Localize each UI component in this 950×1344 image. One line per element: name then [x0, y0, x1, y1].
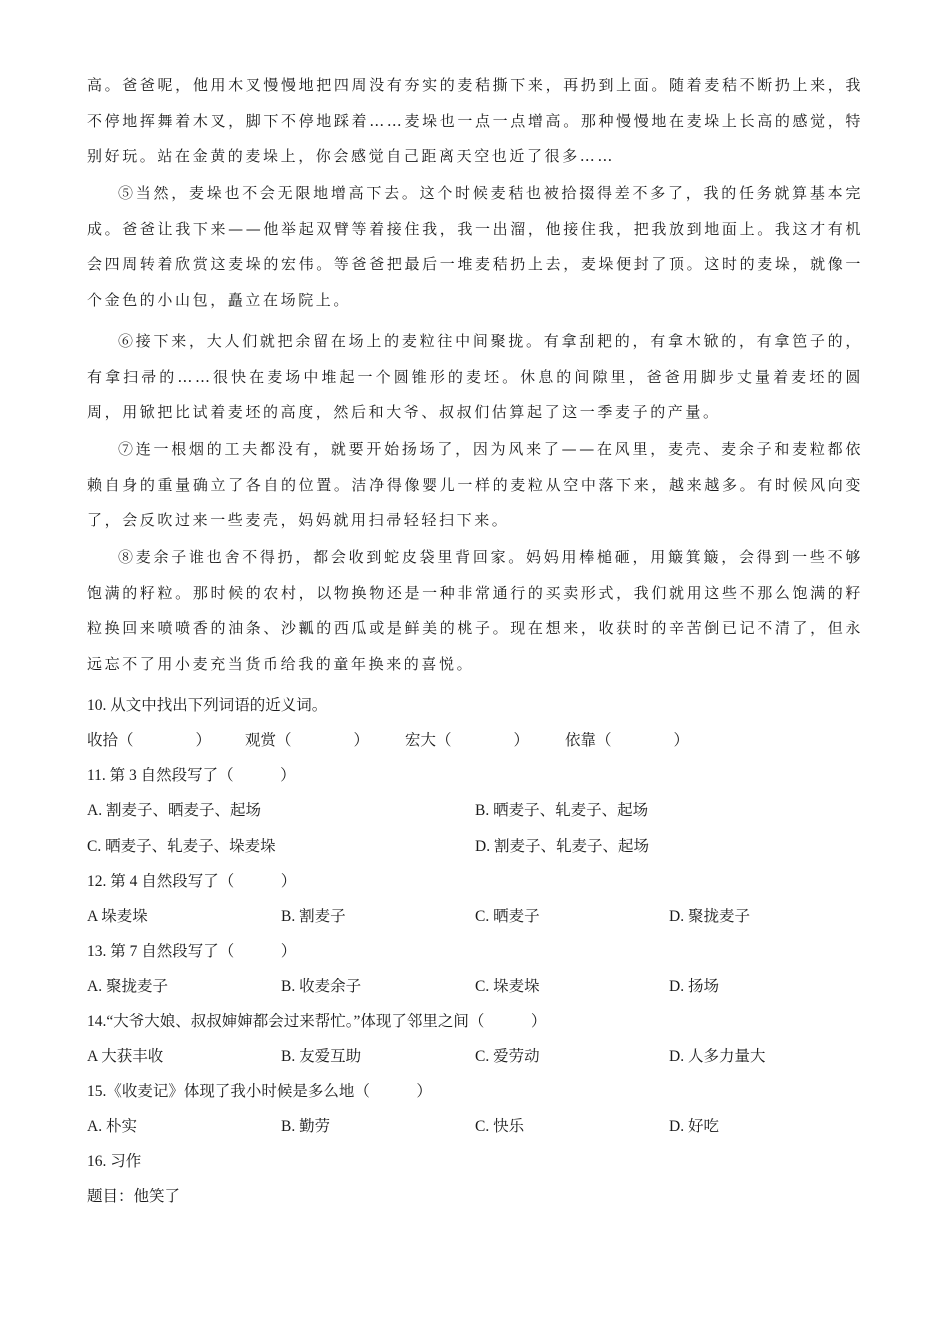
question-11-options-row-2	[87, 836, 863, 858]
option-d: D. 扬场	[669, 978, 719, 995]
option-d: D. 好吃	[669, 1118, 719, 1135]
question-11-stem: 11. 第 3 自然段写了（ ）	[87, 767, 296, 784]
question-13-options	[87, 976, 863, 998]
question-15-stem: 15.《收麦记》体现了我小时候是多么地（ ）	[87, 1083, 432, 1100]
composition-title: 题目：他笑了	[87, 1188, 181, 1205]
synonym-blank-2: 观赏（ ）	[245, 732, 370, 749]
question-11-options-row-1	[87, 800, 863, 822]
question-10-stem: 10. 从文中找出下列词语的近义词。	[87, 697, 328, 714]
synonym-blank-3: 宏大（ ）	[405, 732, 530, 749]
option-c: C. 垛麦垛	[475, 978, 540, 995]
question-16-stem: 16. 习作	[87, 1153, 142, 1170]
option-c: C. 爱劳动	[475, 1048, 540, 1065]
option-d: D. 割麦子、轧麦子、起场	[475, 838, 649, 855]
option-a: A 垛麦垛	[87, 908, 148, 925]
option-c: C. 快乐	[475, 1118, 525, 1135]
option-c: C. 晒麦子、轧麦子、垛麦垛	[87, 838, 276, 855]
question-12-options	[87, 906, 863, 928]
option-a: A. 朴实	[87, 1118, 137, 1135]
option-d: D. 聚拢麦子	[669, 908, 750, 925]
option-c: C. 晒麦子	[475, 908, 540, 925]
option-b: B. 友爱互助	[281, 1048, 362, 1065]
question-14-options	[87, 1046, 863, 1068]
option-d: D. 人多力量大	[669, 1048, 766, 1065]
question-12-stem: 12. 第 4 自然段写了（ ）	[87, 873, 297, 890]
option-a: A. 割麦子、晒麦子、起场	[87, 802, 261, 819]
option-b: B. 晒麦子、轧麦子、起场	[475, 802, 649, 819]
question-14-stem: 14.“大爷大娘、叔叔婶婶都会过来帮忙。”体现了邻里之间（ ）	[87, 1013, 547, 1030]
question-10-items	[87, 730, 863, 752]
synonym-blank-1: 收拾（ ）	[87, 732, 212, 749]
passage-paragraph-7: ⑦连一根烟的工夫都没有，就要开始扬场了，因为风来了——在风里，麦壳、麦余子和麦粒都依赖自身的重量确立了各自的位置。洁净得像婴儿一样的麦粒从空中落下来，越来越多。有时候风向变了，会反吹过来一些麦壳，妈妈就用扫帚轻轻扫下来。	[87, 440, 863, 529]
option-b: B. 割麦子	[281, 908, 346, 925]
option-a: A. 聚拢麦子	[87, 978, 168, 995]
option-b: B. 勤劳	[281, 1118, 331, 1135]
question-15-options	[87, 1116, 863, 1138]
option-a: A 大获丰收	[87, 1048, 164, 1065]
passage-paragraph-continued: 高。爸爸呢，他用木叉慢慢地把四周没有夯实的麦秸撕下来，再扔到上面。随着麦秸不断扔上来，我不停地挥舞着木叉，脚下不停地踩着……麦垛也一点一点增高。那种慢慢地在麦垛上长高的感觉，特别好玩。站在金黄的麦垛上，你会感觉自己距离天空也近了很多……	[87, 76, 863, 165]
question-13-stem: 13. 第 7 自然段写了（ ）	[87, 943, 297, 960]
passage-paragraph-5: ⑤当然，麦垛也不会无限地增高下去。这个时候麦秸也被拾掇得差不多了，我的任务就算基本完成。爸爸让我下来——他举起双臂等着接住我，我一出溜，他接住我，把我放到地面上。我这才有机会四周转着欣赏这麦垛的宏伟。等爸爸把最后一堆麦秸扔上去，麦垛便封了顶。这时的麦垛，就像一个金色的小山包，矗立在场院上。	[87, 184, 863, 309]
passage-paragraph-6: ⑥接下来，大人们就把余留在场上的麦粒往中间聚拢。有拿刮耙的，有拿木锨的，有拿笆子的，有拿扫帚的……很快在麦场中堆起一个圆锥形的麦坯。休息的间隙里，爸爸用脚步丈量着麦坯的圆周，用锨把比试着麦坯的高度，然后和大爷、叔叔们估算起了这一季麦子的产量。	[87, 332, 863, 421]
synonym-blank-4: 依靠（ ）	[565, 732, 690, 749]
passage-paragraph-8: ⑧麦余子谁也舍不得扔，都会收到蛇皮袋里背回家。妈妈用棒槌砸，用簸箕簸，会得到一些不够饱满的籽粒。那时候的农村，以物换物还是一种非常通行的买卖形式，我们就用这些不那么饱满的籽粒换回来喷喷香的油条、沙瓤的西瓜或是鲜美的桃子。现在想来，收获时的辛苦倒已记不清了，但永远忘不了用小麦充当货币给我的童年换来的喜悦。	[87, 548, 863, 673]
option-b: B. 收麦余子	[281, 978, 362, 995]
